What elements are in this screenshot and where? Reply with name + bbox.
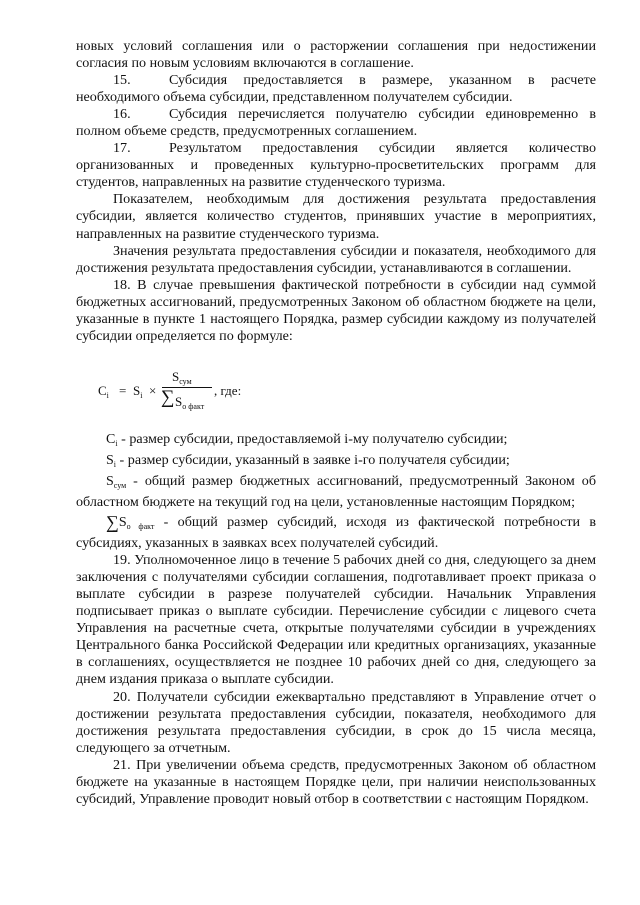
paragraph-21: 21. При увеличении объема средств, предусмотренных Законом об областном бюджете на указанные в настоящем Порядке цели, при наличии неиспользованных субсидий, Управление проводит новый отбор в соответствии с настоящим Порядком.: [76, 756, 596, 807]
formula-lhs: $C_i$: [98, 382, 109, 400]
formula-si: $S_i$: [133, 382, 143, 400]
paragraph-16-text: Субсидия перечисляется получателю субсидии единовременно в полном объеме средств, предусмотренных соглашением.: [76, 106, 596, 140]
paragraph-17-indicator: Показателем, необходимым для достижения результата предоставления субсидии, является количество студентов, принявших участие в мероприятиях, направленных на развитие студенческого туризма.: [76, 191, 596, 242]
document-page: [76, 38, 596, 808]
paragraph-17-values: Значения результата предоставления субсидии и показателя, необходимого для достижения результата предоставления субсидии, устанавливаются в соглашении.: [76, 242, 596, 276]
paragraph-16: [76, 106, 596, 140]
paragraph-16-number: 16.: [113, 106, 131, 123]
formula-times: ×: [149, 382, 157, 398]
paragraph-17-text: Результатом предоставления субсидии является количество организованных и проведенных культурно-просветительских программ для студентов, направленных на развитие студенческого туризма.: [76, 140, 596, 191]
formula-denominator: $S_{о факт}$: [175, 393, 205, 411]
paragraph-17-number: 17.: [113, 140, 131, 157]
sum-icon: ∑: [106, 512, 119, 533]
definition-sum-sfact: $\sum S_{о факт}$ - общий размер субсидий, исходя из фактической потребности в субсидиях, указанных в заявках всех получателей субсидий.: [76, 512, 596, 552]
paragraph-15-number: 15.: [113, 72, 131, 89]
paragraph-18: 18. В случае превышения фактической потребности в субсидии над суммой бюджетных ассигнований, предусмотренных Законом об областном бюджете на цели, указанные в пункте 1 настоящего Порядка, размер субсидии каждому из получателей субсидии определяется по формуле:: [76, 276, 596, 344]
subsidy-formula: [76, 345, 596, 431]
formula-sum-icon: ∑: [161, 386, 175, 408]
paragraph-19: 19. Уполномоченное лицо в течение 5 рабочих дней со дня, следующего за днем заключения с получателями субсидии соглашения, подготавливает проект приказа о выплате субсидии в разрезе получателей субсидии. Начальник Управления подписывает приказ о выплате субсидии. Перечисление субсидии с лицевого счета Управления на расчетные счета, открытые получателями субсидии в учреждениях Центрального банка Российской Федерации или кредитных организациях, указанные в соглашениях, осуществляется не позднее 10 рабочих дней со дня, следующего за днем издания приказа о выплате субсидии.: [76, 552, 596, 688]
definition-ci: $C_i$ - размер субсидии, предоставляемой i-му получателю субсидии;: [106, 430, 508, 448]
formula-numerator: $S_{сум}$: [172, 368, 192, 386]
definition-ssum: $S_{сум}$ - общий размер бюджетных ассигнований, предусмотренный Законом об областном бюджете на текущий год на цели, установленные настоящим Порядком;: [76, 472, 596, 510]
paragraph-14-tail: новых условий соглашения или о расторжении соглашения при недостижении согласия по новым условиям включаются в соглашение.: [76, 38, 596, 72]
paragraph-17: [76, 140, 596, 191]
formula-tail: , где:: [214, 382, 242, 398]
paragraph-15-text: Субсидия предоставляется в размере, указанном в расчете необходимого объема субсидии, представленном получателем субсидии.: [76, 72, 596, 106]
definition-si: $S_i$ - размер субсидии, указанный в заявке i-го получателя субсидии;: [106, 451, 510, 469]
paragraph-15: [76, 72, 596, 106]
formula-equals: =: [119, 382, 127, 398]
paragraph-20: 20. Получатели субсидии ежеквартально представляют в Управление отчет о достижении результата предоставления субсидии, показателя, необходимого для достижения результата предоставления субсидии, в срок до 15 числа месяца, следующего за отчетным.: [76, 688, 596, 756]
